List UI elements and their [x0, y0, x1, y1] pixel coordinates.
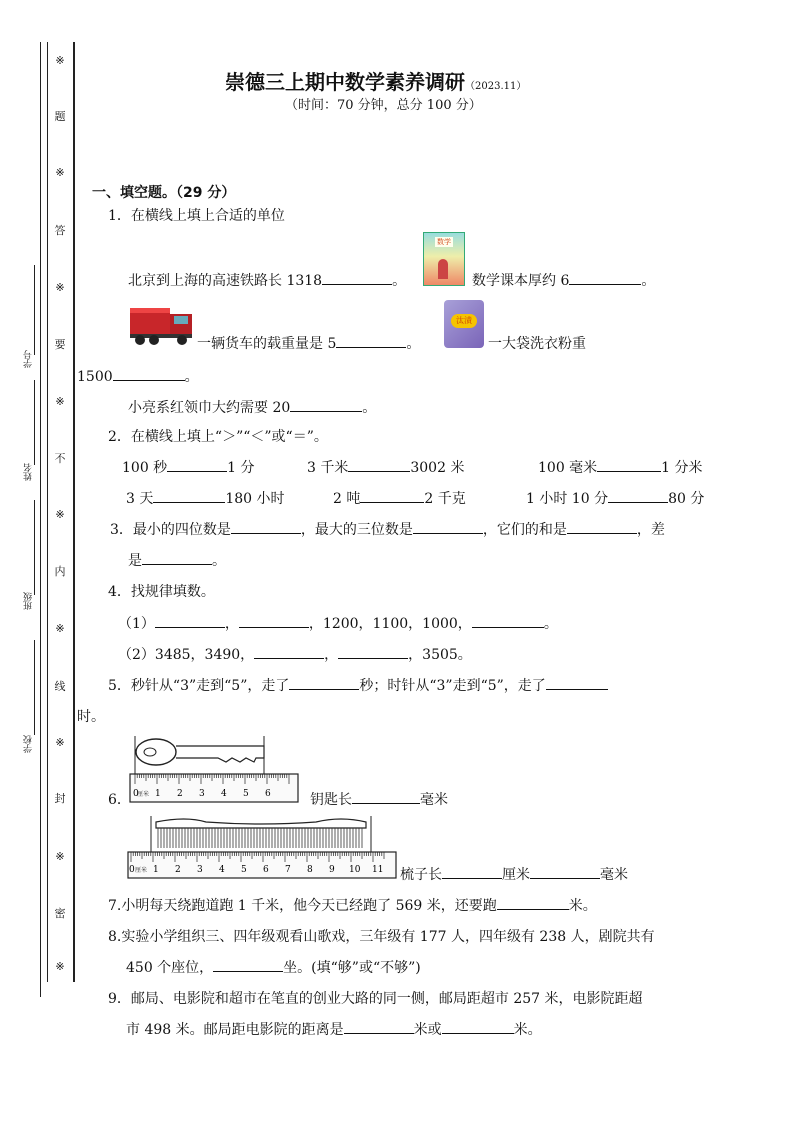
q4-blank[interactable] — [472, 613, 544, 628]
q6-comb-line — [400, 864, 628, 884]
q9-text: 米或 — [413, 1022, 442, 1038]
q1-line-a — [128, 270, 406, 290]
q2-item — [126, 488, 285, 508]
ruler-tick-label: 0 — [133, 789, 139, 799]
ruler-tick-label: 7 — [285, 865, 291, 875]
ruler-tick-label: 11 — [372, 865, 384, 875]
q6-key-blank[interactable] — [352, 789, 420, 804]
q2-item — [307, 457, 464, 477]
q8-text: 450 个座位， — [126, 960, 214, 976]
q7-text: 7.小明每天绕跑道跑 1 千米，他今天已经跑了 569 米，还要跑 — [108, 898, 497, 914]
q2-left: 3 天 — [126, 491, 154, 507]
q3-text: 3．最小的四位数是 — [110, 522, 231, 538]
q6-num: 6． — [108, 792, 131, 808]
q4-label: （2）3485，3490， — [118, 647, 255, 663]
ruler-tick-label: 1 — [153, 865, 159, 875]
q1d-answer-blank[interactable] — [113, 366, 185, 381]
period: 。 — [406, 336, 421, 352]
ruler-tick-label: 3 — [199, 789, 205, 799]
q7-line — [108, 895, 597, 915]
binding-mark: 封 — [54, 792, 66, 805]
q1-line-e — [128, 397, 376, 417]
ruler-tick-label: 2 — [177, 789, 183, 799]
ruler-unit-label: 厘米 — [137, 791, 150, 798]
q1e-text: 小亮系红领巾大约需要 20 — [128, 400, 291, 416]
book-figure-icon — [438, 259, 448, 279]
class-label: 班级 — [24, 592, 34, 610]
q2-left: 100 毫米 — [538, 460, 598, 476]
q4-blank[interactable] — [254, 644, 324, 659]
book-cover-label: 数学 — [437, 238, 451, 246]
q2-right: 1 分 — [227, 460, 255, 476]
binding-mark: 要 — [54, 338, 66, 351]
q9-text: 市 498 米。邮局距电影院的距离是 — [126, 1022, 344, 1038]
exam-subtitle: （时间：70 分钟，总分 100 分） — [285, 98, 482, 113]
q3-text: ，差 — [636, 522, 665, 538]
q6-text: 毫米 — [420, 792, 448, 808]
q2-compare-blank[interactable] — [153, 488, 225, 503]
q7-text: 米。 — [568, 898, 597, 914]
student-number-label: 学号 — [24, 350, 34, 368]
q1b-answer-blank[interactable] — [569, 270, 641, 285]
q1-line-b — [472, 270, 655, 290]
q6-text: 钥匙长 — [310, 792, 352, 808]
q1-stem: 1．在横线上填上合适的单位 — [108, 208, 285, 224]
binding-mark: 线 — [54, 680, 66, 693]
binding-line-inner1 — [47, 42, 48, 982]
q4-blank[interactable] — [338, 644, 408, 659]
binding-mark: 不 — [54, 452, 66, 465]
q8-line1: 8.实验小学组织三、四年级观看山歌戏，三年级有 177 人，四年级有 238 人，剧院共有 — [108, 929, 655, 945]
q2-left: 1 小时 10 分 — [526, 491, 609, 507]
q3-blank-max3[interactable] — [413, 519, 483, 534]
q2-compare-blank[interactable] — [608, 488, 668, 503]
q4-label: （1） — [118, 616, 155, 632]
comma: ， — [324, 647, 339, 663]
q6-text: 厘米 — [502, 867, 530, 883]
q2-item — [122, 457, 255, 477]
q3-blank-min4[interactable] — [231, 519, 301, 534]
binding-mark: 答 — [54, 224, 66, 237]
ruler-tick-label: 0 — [129, 865, 135, 875]
q5-text: 秒；时针从“3”走到“5”，走了 — [359, 678, 546, 694]
q1a-answer-blank[interactable] — [322, 270, 392, 285]
q6-text: 毫米 — [600, 867, 628, 883]
math-textbook-image — [423, 232, 465, 286]
school-field[interactable] — [34, 640, 35, 735]
q2-left: 2 吨 — [333, 491, 361, 507]
q9-blank-1[interactable] — [344, 1019, 414, 1034]
ruler-tick-label: 3 — [197, 865, 203, 875]
q2-compare-blank[interactable] — [348, 457, 410, 472]
name-field[interactable] — [34, 380, 35, 465]
q9-blank-2[interactable] — [442, 1019, 514, 1034]
comb-teeth — [158, 828, 362, 848]
binding-line-outer — [40, 42, 41, 997]
q9-line2 — [126, 1019, 542, 1039]
ruler-unit-label: 厘米 — [135, 867, 148, 874]
key-ruler-figure — [128, 732, 300, 804]
q2-right: 80 分 — [668, 491, 705, 507]
q3-text: 。 — [212, 553, 226, 569]
binding-mark: ※ — [55, 960, 65, 973]
q1-line-c — [197, 333, 420, 353]
binding-mark: ※ — [55, 622, 65, 635]
ruler-tick-label: 8 — [307, 865, 313, 875]
q2-left: 3 千米 — [307, 460, 349, 476]
period: 。 — [362, 400, 377, 416]
binding-mark: ※ — [55, 281, 65, 294]
q3-text: 是 — [128, 553, 142, 569]
comb-spine — [156, 819, 366, 828]
comb-ruler-figure — [126, 814, 398, 880]
q2-left: 100 秒 — [122, 460, 168, 476]
q6-text: 梳子长 — [400, 867, 442, 883]
q2-stem: 2．在横线上填上“＞”“＜”或“＝”。 — [108, 429, 328, 445]
ruler-tick-label: 5 — [241, 865, 247, 875]
q5-blank-seconds[interactable] — [289, 675, 359, 690]
ruler-tick-label: 4 — [219, 865, 225, 875]
q4-sub1 — [118, 613, 558, 633]
q1c-answer-blank[interactable] — [336, 333, 406, 348]
class-field[interactable] — [34, 500, 35, 595]
binding-mark: 密 — [54, 907, 66, 920]
q3-line2 — [128, 550, 226, 570]
comma: ， — [224, 616, 239, 632]
q2-right: 1 分米 — [661, 460, 703, 476]
period: 。 — [392, 273, 407, 289]
q1e-answer-blank[interactable] — [290, 397, 362, 412]
q1a-text: 北京到上海的高速铁路长 1318 — [128, 273, 323, 289]
q7-blank[interactable] — [497, 895, 569, 910]
ruler-tick-label: 1 — [155, 789, 161, 799]
exam-title-row — [225, 66, 526, 95]
page-title: 崇德三上期中数学素养调研 — [225, 70, 465, 94]
q2-right: 2 千克 — [424, 491, 466, 507]
q5-text: 5．秒针从“3”走到“5”，走了 — [108, 678, 290, 694]
q9-text: 米。 — [513, 1022, 542, 1038]
q3-text: ，它们的和是 — [482, 522, 567, 538]
q6-comb-cm-blank[interactable] — [442, 864, 502, 879]
q5-line2: 时。 — [77, 709, 105, 725]
q2-compare-blank[interactable] — [360, 488, 424, 503]
q3-blank-diff[interactable] — [142, 550, 212, 565]
q5-blank-hours[interactable] — [546, 675, 608, 690]
q2-item — [333, 488, 466, 508]
ruler-tick-label: 4 — [221, 789, 227, 799]
binding-line-inner2 — [73, 42, 75, 982]
name-label: 姓名 — [24, 463, 34, 481]
key-hole — [144, 748, 156, 756]
binding-mark: ※ — [55, 508, 65, 521]
q3-text: ，最大的三位数是 — [300, 522, 413, 538]
q5-line1 — [108, 675, 608, 695]
binding-mark: 内 — [54, 565, 66, 578]
q4-values: ，3505。 — [408, 647, 472, 663]
binding-mark: ※ — [55, 736, 65, 749]
truck-image — [128, 300, 196, 348]
period: 。 — [184, 369, 199, 385]
q4-values: ，1200，1100，1000， — [308, 616, 472, 632]
q9-line1: 9．邮局、电影院和超市在笔直的创业大路的同一侧，邮局距超市 257 米，电影院距超 — [108, 991, 643, 1007]
q1c-text: 一辆货车的载重量是 5 — [197, 336, 337, 352]
key-blade — [176, 746, 264, 762]
q2-item — [526, 488, 704, 508]
q1d-value: 1500 — [77, 369, 113, 385]
binding-mark: ※ — [55, 395, 65, 408]
q1-line-d-cont — [77, 366, 199, 386]
q8-blank[interactable] — [213, 957, 283, 972]
q2-compare-blank[interactable] — [597, 457, 661, 472]
detergent-logo: 汰渍 — [451, 314, 477, 328]
q6-comb-mm-blank[interactable] — [530, 864, 600, 879]
section-heading: 一、填空题。（29 分） — [92, 185, 236, 201]
ruler-tick-label: 5 — [243, 789, 249, 799]
school-label: 学校 — [24, 735, 34, 753]
q1-line-d — [488, 333, 586, 353]
binding-mark: ※ — [55, 166, 65, 179]
period: 。 — [641, 273, 656, 289]
binding-mark: ※ — [55, 54, 65, 67]
detergent-bag-image — [444, 300, 484, 348]
ruler-tick-label: 10 — [349, 865, 361, 875]
q4-blank[interactable] — [239, 613, 309, 628]
q2-item — [538, 457, 703, 477]
q3-line1 — [110, 519, 665, 539]
q2-right: 3002 米 — [410, 460, 465, 476]
ruler-tick-label: 6 — [265, 789, 271, 799]
binding-mark: ※ — [55, 850, 65, 863]
exam-date: （2023.11） — [465, 81, 527, 92]
q2-right: 180 小时 — [225, 491, 285, 507]
binding-mark: 题 — [54, 110, 66, 123]
ruler-tick-label: 2 — [175, 865, 181, 875]
ruler-tick-label: 6 — [263, 865, 269, 875]
q2-compare-blank[interactable] — [167, 457, 227, 472]
q3-blank-sum[interactable] — [567, 519, 637, 534]
q4-stem: 4．找规律填数。 — [108, 584, 215, 600]
q6-key-line — [310, 789, 448, 809]
q1b-text: 数学课本厚约 6 — [472, 273, 570, 289]
q8-line2 — [126, 957, 421, 977]
q4-blank[interactable] — [155, 613, 225, 628]
q8-text: 坐。(填“够”或“不够”) — [283, 960, 421, 976]
student-number-field[interactable] — [34, 265, 35, 355]
period: 。 — [543, 616, 558, 632]
q4-sub2 — [118, 644, 472, 664]
ruler-tick-label: 9 — [329, 865, 335, 875]
q1d-text: 一大袋洗衣粉重 — [488, 336, 586, 352]
